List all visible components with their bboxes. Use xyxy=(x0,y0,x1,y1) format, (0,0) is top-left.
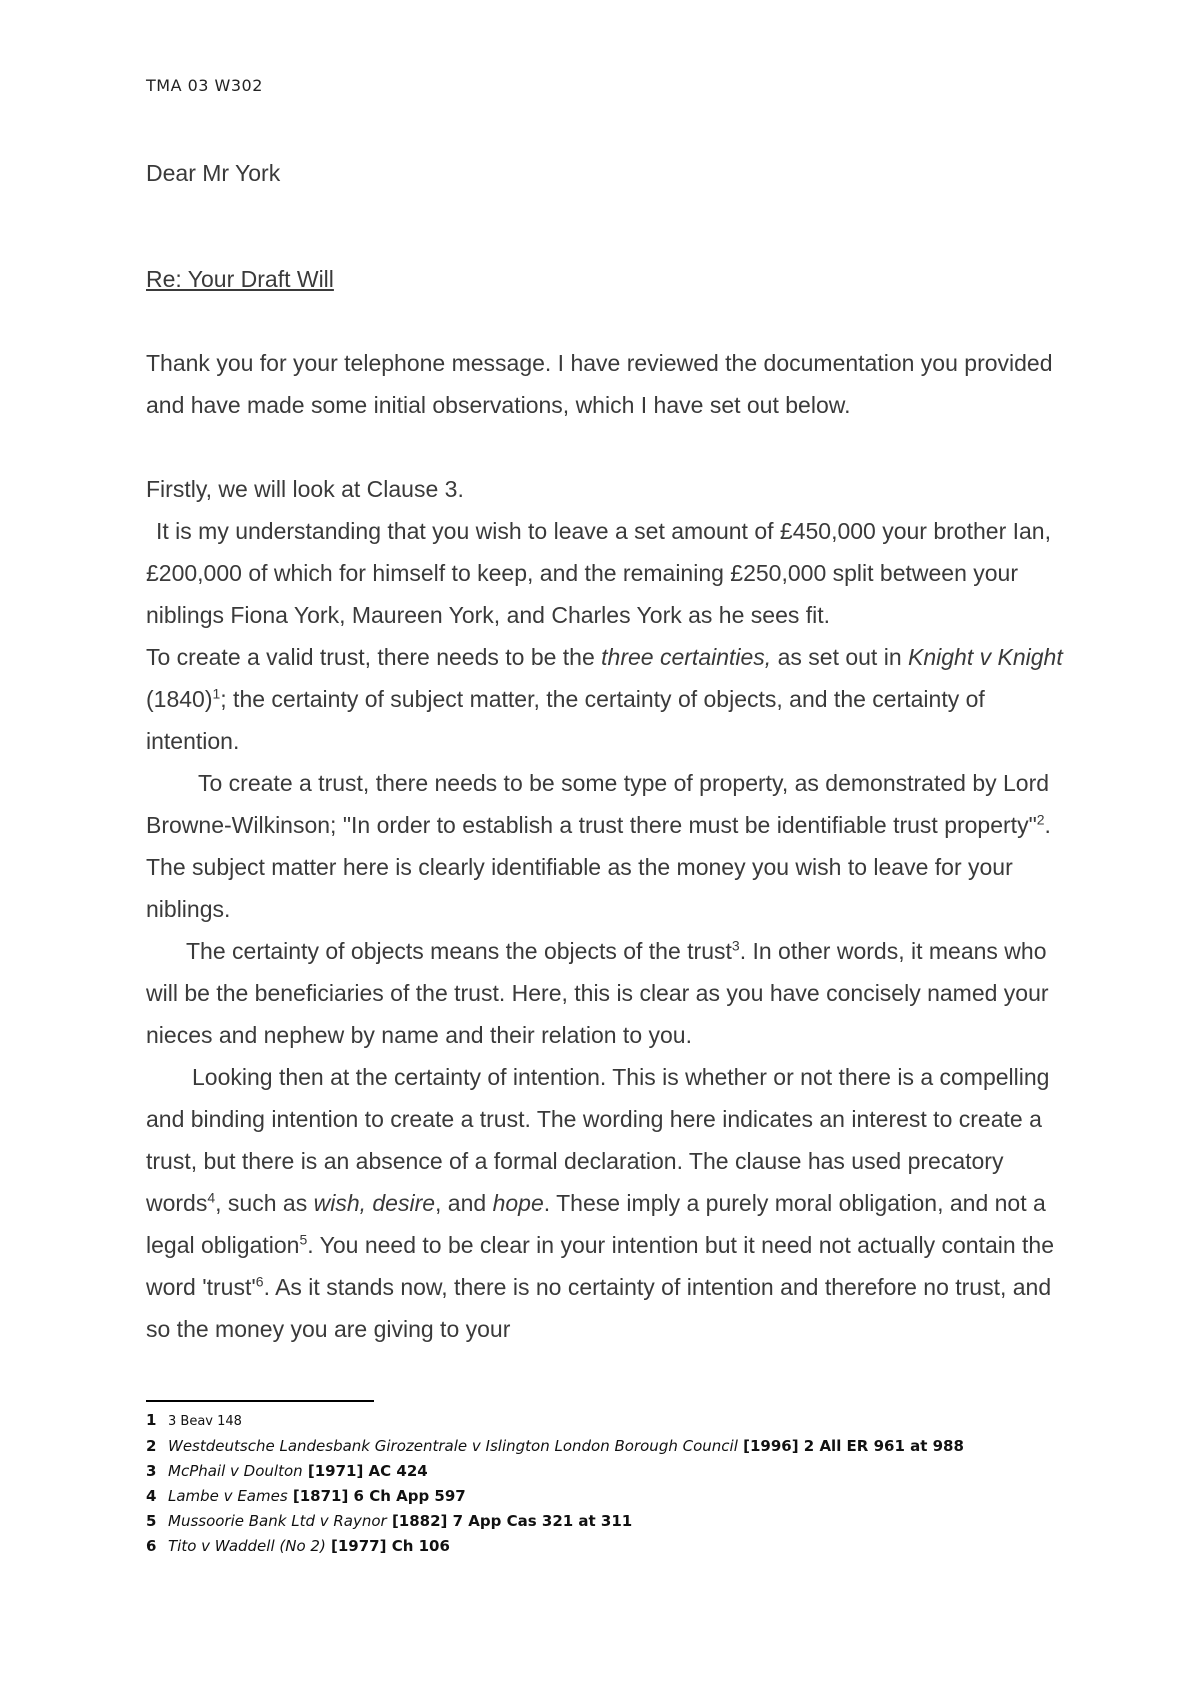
footnote-citation: [1971] AC 424 xyxy=(302,1462,428,1480)
footnote xyxy=(146,1408,1126,1434)
footnote xyxy=(146,1484,1126,1509)
page-header: TMA 03 W302 xyxy=(146,76,263,95)
three-certainties-paragraph xyxy=(146,636,1076,762)
footnote-number: 2 xyxy=(146,1437,157,1455)
italic-run: wish, desire xyxy=(313,1190,436,1216)
clause-3-section xyxy=(146,468,1076,1350)
text-run: Looking then at the certainty of intention. This is whether or not there is a compelling and binding intention to create a trust. The wording here indicates an interest to create a trust, but there is an absence of a formal declaration. The clause has used precatory words xyxy=(146,1064,1050,1216)
footnote-case-name: Lambe v Eames xyxy=(168,1487,288,1505)
footnote-separator xyxy=(146,1400,374,1402)
italic-run: three certainties, xyxy=(601,644,772,670)
footnote-case-name: Mussoorie Bank Ltd v Raynor xyxy=(168,1512,387,1530)
text-run: (1840) xyxy=(146,686,213,712)
text-run: , and xyxy=(435,1190,493,1216)
footnote xyxy=(146,1459,1126,1484)
subject-line: Re: Your Draft Will xyxy=(146,266,334,292)
understanding-paragraph: It is my understanding that you wish to leave a set amount of £450,000 your brother Ian, £200,000 of which for himself to keep, and the remaining £250,000 split between your niblings Fiona York, Maureen York, and Charles York as he sees fit. xyxy=(146,518,1051,628)
text-run: . As it stands now, there is no certainty of intention and therefore no trust, and so the money you are giving to your xyxy=(146,1274,1052,1342)
footnote-ref-2[interactable]: 2 xyxy=(1036,811,1045,828)
text-run: as set out in xyxy=(771,644,909,670)
text-run: . You need to be clear in your intention but it need not actually contain the word 'trust' xyxy=(146,1232,1055,1300)
footnote-ref-1[interactable]: 1 xyxy=(212,685,221,702)
text-run: To create a trust, there needs to be some type of property, as demonstrated by Lord Browne-Wilkinson; "In order to establish a trust there must be identifiable trust property" xyxy=(146,770,1050,838)
footnote xyxy=(146,1509,1126,1534)
footnote-ref-6[interactable]: 6 xyxy=(255,1273,264,1290)
footnote-citation: [1977] Ch 106 xyxy=(325,1537,450,1555)
footnote-citation: [1996] 2 All ER 961 at 988 xyxy=(737,1437,964,1455)
footnote-ref-5[interactable]: 5 xyxy=(299,1231,308,1248)
footnote-ref-4[interactable]: 4 xyxy=(207,1189,216,1206)
footnote-number: 6 xyxy=(146,1537,157,1555)
footnote-number: 3 xyxy=(146,1462,157,1480)
firstly-line: Firstly, we will look at Clause 3. xyxy=(146,476,464,502)
footnote xyxy=(146,1434,1126,1459)
text-run: To create a valid trust, there needs to be the xyxy=(146,644,602,670)
text-run: , such as xyxy=(215,1190,314,1216)
footnote-citation: 3 Beav 148 xyxy=(168,1414,242,1429)
footnote-case-name: Tito v Waddell (No 2) xyxy=(168,1537,326,1555)
text-run: ; the certainty of subject matter, the certainty of objects, and the certainty of intention. xyxy=(146,686,985,754)
footnote-ref-3[interactable]: 3 xyxy=(731,937,740,954)
text-run: . These imply a purely moral obligation, and not a legal obligation xyxy=(146,1190,1046,1258)
footnote-citation: [1871] 6 Ch App 597 xyxy=(287,1487,466,1505)
intro-text: Thank you for your telephone message. I have reviewed the documentation you provided and have made some initial observations, which I have set out below. xyxy=(146,350,1053,418)
case-name: Knight v Knight xyxy=(908,644,1063,670)
footnote-case-name: McPhail v Doulton xyxy=(168,1462,303,1480)
footnote-number: 1 xyxy=(146,1411,157,1429)
footnote xyxy=(146,1534,1126,1559)
intro-paragraph xyxy=(146,342,1076,426)
italic-run: hope xyxy=(492,1190,544,1216)
salutation: Dear Mr York xyxy=(146,160,281,186)
text-run: The certainty of objects means the objects of the trust xyxy=(186,938,732,964)
objects-paragraph xyxy=(146,930,1076,1056)
footnote-number: 4 xyxy=(146,1487,157,1505)
footnote-number: 5 xyxy=(146,1512,157,1530)
subject-matter-paragraph xyxy=(146,762,1076,930)
intention-paragraph xyxy=(146,1056,1076,1350)
footnote-citation: [1882] 7 App Cas 321 at 311 xyxy=(386,1512,633,1530)
footnotes xyxy=(146,1408,1126,1559)
footnote-case-name: Westdeutsche Landesbank Girozentrale v Islington London Borough Council xyxy=(168,1437,738,1455)
text-run: . The subject matter here is clearly identifiable as the money you wish to leave for your niblings. xyxy=(146,812,1051,922)
text-run: . In other words, it means who will be the beneficiaries of the trust. Here, this is clear as you have concisely named your nieces and nephew by name and their relation to you. xyxy=(146,938,1049,1048)
